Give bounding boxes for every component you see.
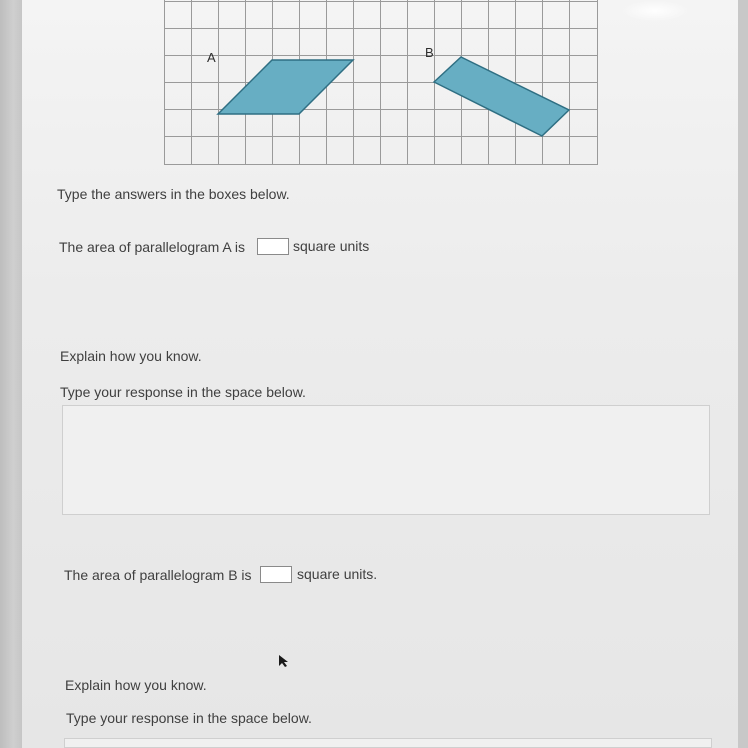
- question-b-suffix: square units.: [297, 566, 378, 582]
- light-glare: [620, 0, 690, 22]
- label-b: B: [425, 45, 434, 60]
- instructions-text: Type the answers in the boxes below.: [57, 186, 290, 202]
- area-a-input[interactable]: [257, 238, 289, 255]
- explain-b-title: Explain how you know.: [65, 677, 207, 693]
- explain-a-title: Explain how you know.: [60, 348, 202, 364]
- explain-b-prompt: Type your response in the space below.: [66, 710, 312, 726]
- explain-a-response[interactable]: [62, 405, 710, 515]
- area-b-input[interactable]: [260, 566, 292, 583]
- screen-bezel: [0, 0, 22, 748]
- explain-b-response[interactable]: [64, 738, 712, 748]
- screen-edge: [738, 0, 748, 748]
- parallelogram-b: [434, 57, 569, 136]
- label-a: A: [207, 50, 216, 65]
- grid-lines: [164, 0, 598, 165]
- grid-figure: [164, 0, 600, 166]
- mouse-pointer-icon: [278, 654, 290, 668]
- explain-a-prompt: Type your response in the space below.: [60, 384, 306, 400]
- question-a-prefix: The area of parallelogram A is: [59, 239, 245, 255]
- parallelogram-a: [218, 60, 353, 114]
- question-b-prefix: The area of parallelogram B is: [64, 567, 252, 583]
- question-a-suffix: square units: [293, 238, 370, 254]
